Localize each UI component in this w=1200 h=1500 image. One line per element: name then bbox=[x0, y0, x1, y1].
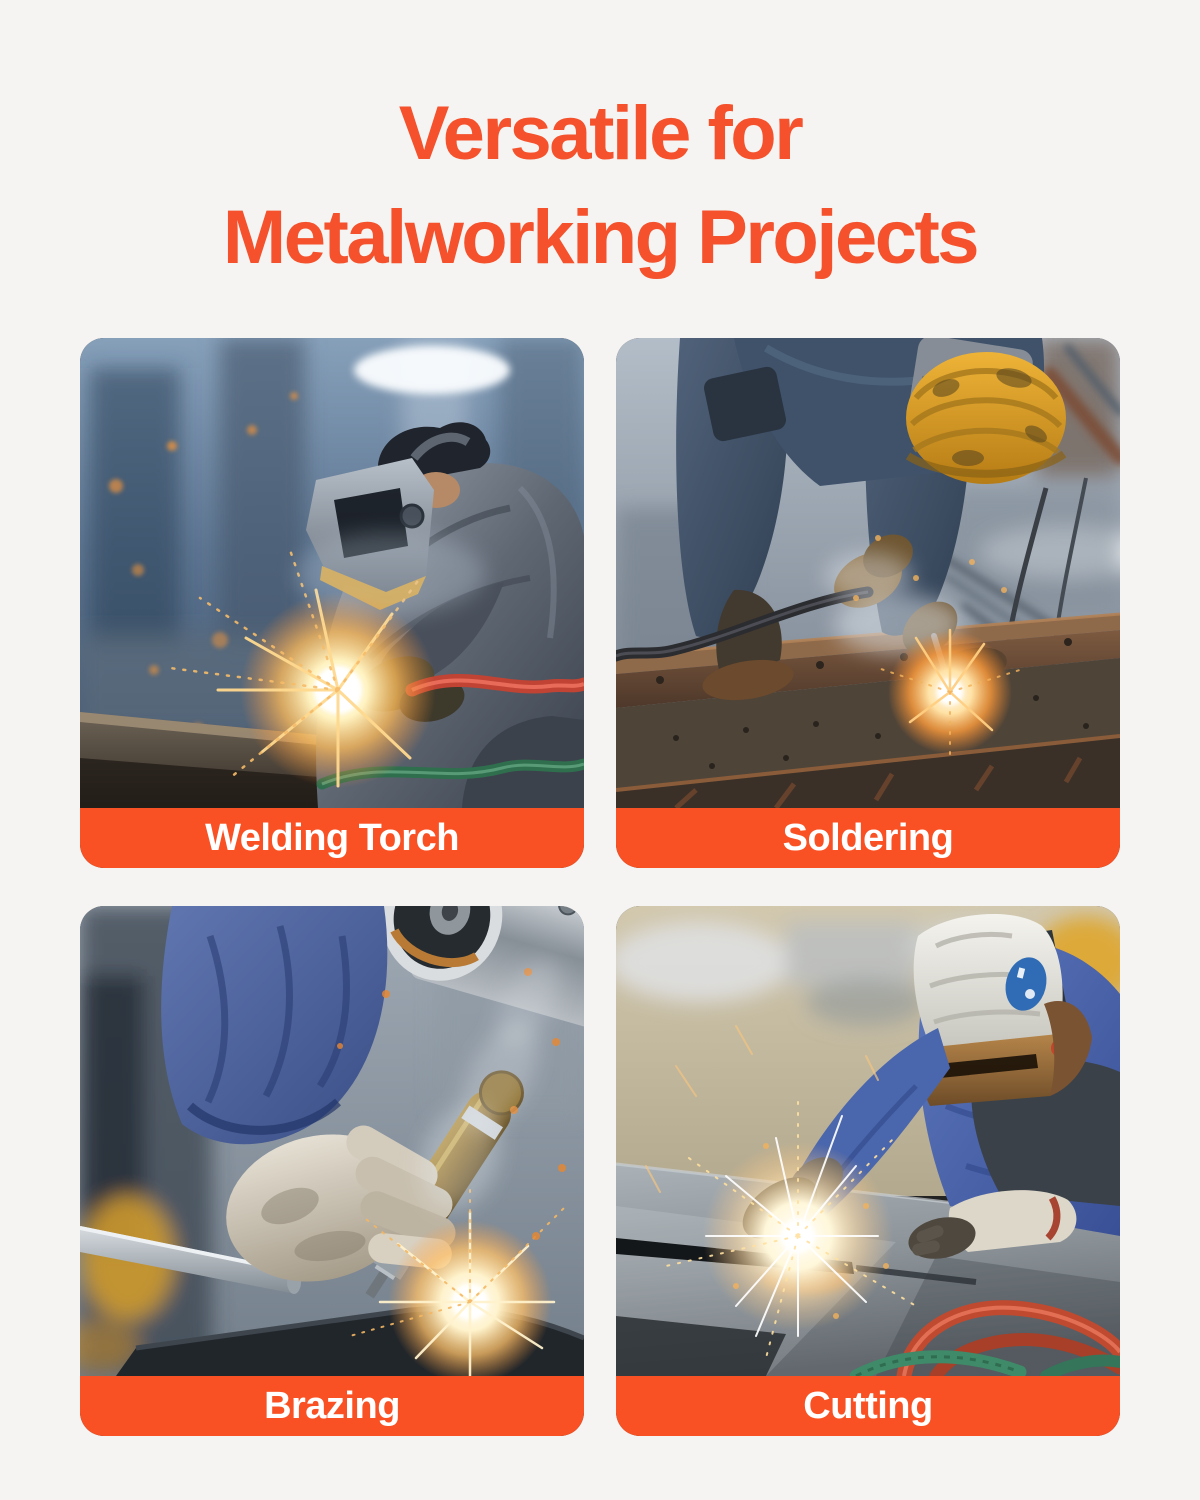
card-brazing bbox=[80, 906, 584, 1436]
page-title bbox=[0, 0, 1200, 290]
card-label: Cutting bbox=[803, 1384, 933, 1427]
card-label-bar-brazing bbox=[80, 1376, 584, 1436]
card-label: Brazing bbox=[264, 1384, 400, 1427]
card-soldering bbox=[616, 338, 1120, 868]
title-line-2: Metalworking Projects bbox=[222, 195, 978, 280]
soldering-photo bbox=[616, 338, 1120, 808]
card-label-bar-welding-torch bbox=[80, 808, 584, 868]
title-line-1: Versatile for bbox=[398, 91, 802, 176]
card-label: Welding Torch bbox=[205, 816, 459, 859]
card-cutting bbox=[616, 906, 1120, 1436]
card-label-bar-cutting bbox=[616, 1376, 1120, 1436]
feature-grid bbox=[80, 338, 1120, 1436]
card-welding-torch bbox=[80, 338, 584, 868]
cutting-photo bbox=[616, 906, 1120, 1376]
welding-torch-photo bbox=[80, 338, 584, 808]
brazing-photo bbox=[80, 906, 584, 1376]
card-label-bar-soldering bbox=[616, 808, 1120, 868]
card-label: Soldering bbox=[782, 816, 954, 859]
